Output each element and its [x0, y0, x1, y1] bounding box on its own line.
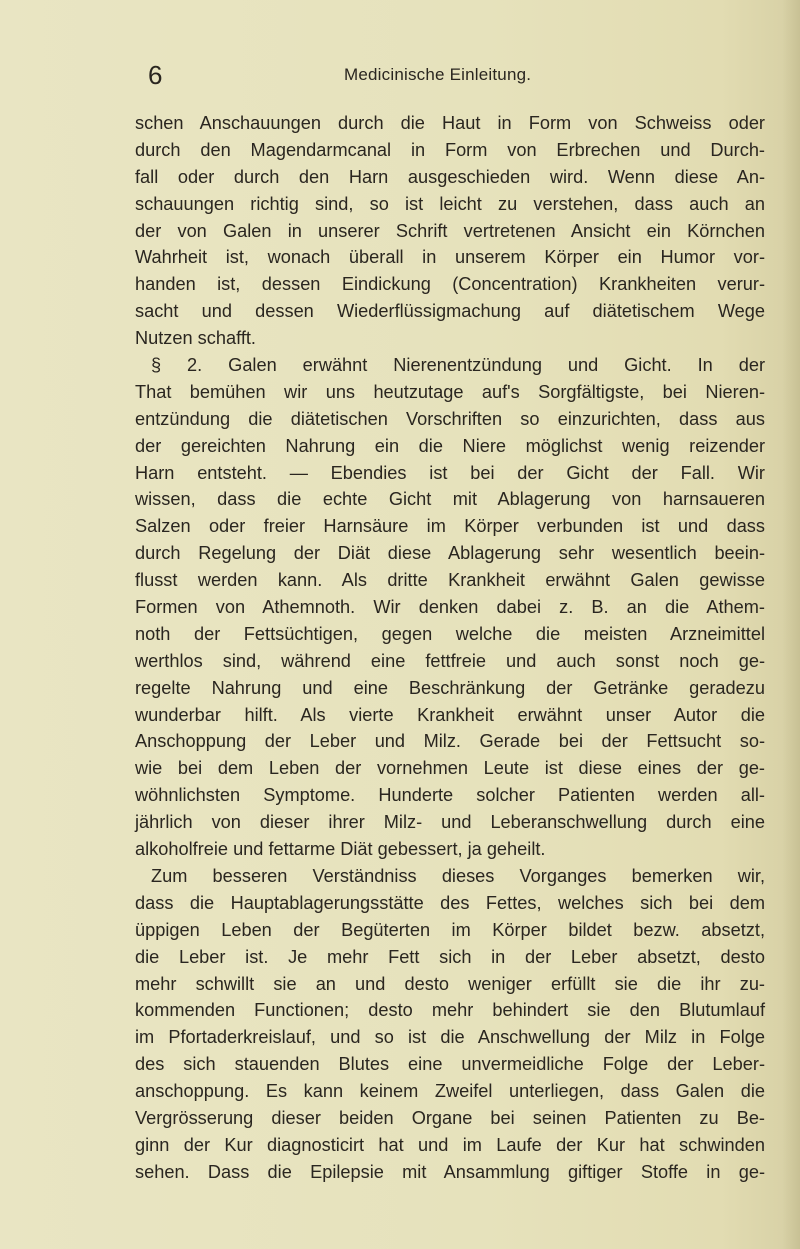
text-line: noth der Fettsüchtigen, gegen welche die meisten Arzneimittel	[135, 623, 765, 644]
text-line: jährlich von dieser ihrer Milz- und Leberanschwellung durch eine	[135, 812, 765, 833]
text-line: schauungen richtig sind, so ist leicht zu verstehen, dass auch an	[135, 193, 765, 214]
text-line: Salzen oder freier Harnsäure im Körper verbunden ist und dass	[135, 516, 765, 537]
text-line: wie bei dem Leben der vornehmen Leute ist diese eines der ge-	[135, 758, 765, 779]
text-line: dass die Hauptablagerungsstätte des Fettes, welches sich bei dem	[135, 892, 765, 913]
text-line: Anschoppung der Leber und Milz. Gerade bei der Fettsucht so-	[135, 731, 765, 752]
text-line: Nutzen schafft.	[135, 328, 256, 349]
text-line: wöhnlichsten Symptome. Hunderte solcher Patienten werden all-	[135, 785, 765, 806]
text-line: im Pfortaderkreislauf, und so ist die Anschwellung der Milz in Folge	[135, 1027, 765, 1048]
text-line: schen Anschauungen durch die Haut in Form von Schweiss oder	[135, 113, 765, 133]
text-line: wissen, dass die echte Gicht mit Ablagerung von harnsaueren	[135, 489, 765, 510]
text-line: Zum besseren Verständniss dieses Vorganges bemerken wir,	[151, 865, 765, 886]
text-line: entzündung die diätetischen Vorschriften so einzurichten, dass aus	[135, 408, 765, 429]
text-line: wunderbar hilft. Als vierte Krankheit erwähnt unser Autor die	[135, 704, 765, 725]
text-line: durch den Magendarmcanal in Form von Erbrechen und Durch-	[135, 139, 765, 160]
text-line: alkoholfreie und fettarme Diät gebessert, ja geheilt.	[135, 839, 546, 860]
text-line: der gereichten Nahrung ein die Niere möglichst wenig reizender	[135, 435, 765, 456]
text-line: § 2. Galen erwähnt Nierenentzündung und Gicht. In der	[151, 355, 765, 376]
text-line: anschoppung. Es kann keinem Zweifel unterliegen, dass Galen die	[135, 1081, 765, 1102]
text-line: handen ist, dessen Eindickung (Concentration) Krankheiten verur-	[135, 274, 765, 295]
page-edge-shadow	[782, 0, 800, 1249]
text-line: sehen. Dass die Epilepsie mit Ansammlung giftiger Stoffe in ge-	[135, 1161, 765, 1182]
text-line: That bemühen wir uns heutzutage auf's Sorgfältigste, bei Nieren-	[135, 381, 765, 402]
text-line: des sich stauenden Blutes eine unvermeidliche Folge der Leber-	[135, 1054, 765, 1075]
running-head-title: Medicinische Einleitung.	[344, 65, 532, 84]
text-line: flusst werden kann. Als dritte Krankheit erwähnt Galen gewisse	[135, 570, 765, 591]
text-line: der von Galen in unserer Schrift vertretenen Ansicht ein Körnchen	[135, 220, 765, 241]
text-line: Harn entsteht. — Ebendies ist bei der Gicht der Fall. Wir	[135, 462, 765, 483]
text-line: Formen von Athemnoth. Wir denken dabei z. B. an die Athem-	[135, 597, 765, 618]
text-line: mehr schwillt sie an und desto weniger erfüllt sie die ihr zu-	[135, 973, 765, 994]
text-line: sacht und dessen Wiederflüssigmachung auf diätetischem Wege	[135, 301, 765, 322]
text-line: fall oder durch den Harn ausgeschieden wird. Wenn diese An-	[135, 166, 765, 187]
body-text	[135, 110, 765, 1186]
page-number: 6	[148, 60, 163, 90]
text-line: werthlos sind, während eine fettfreie und auch sonst noch ge-	[135, 650, 765, 671]
text-line: regelte Nahrung und eine Beschränkung der Getränke geradezu	[135, 677, 765, 698]
text-line: die Leber ist. Je mehr Fett sich in der Leber absetzt, desto	[135, 946, 765, 967]
text-line: Wahrheit ist, wonach überall in unserem Körper ein Humor vor-	[135, 247, 765, 268]
text-line: üppigen Leben der Begüterten im Körper bildet bezw. absetzt,	[135, 919, 765, 940]
text-line: Vergrösserung dieser beiden Organe bei seinen Patienten zu Be-	[135, 1107, 765, 1128]
text-line: kommenden Functionen; desto mehr behindert sie den Blutumlauf	[135, 1000, 765, 1021]
text-line: ginn der Kur diagnosticirt hat und im Laufe der Kur hat schwinden	[135, 1134, 765, 1155]
running-head	[148, 60, 788, 90]
text-line: durch Regelung der Diät diese Ablagerung sehr wesentlich beein-	[135, 543, 765, 564]
